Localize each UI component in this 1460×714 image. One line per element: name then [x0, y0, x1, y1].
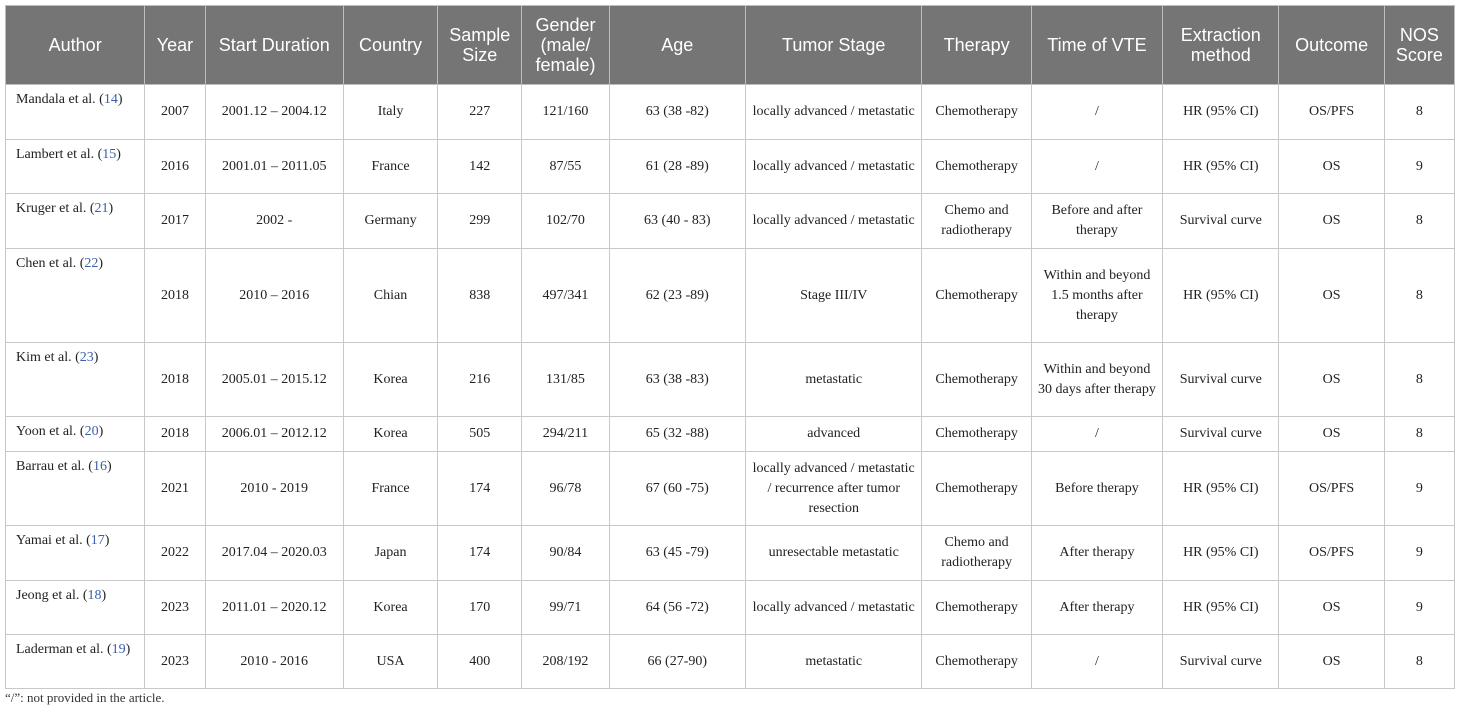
- table-row: [6, 417, 1455, 452]
- cell-age: 61 (28 -89): [609, 140, 745, 194]
- header-sample-size: Sample Size: [438, 6, 522, 85]
- cell-extraction-method: HR (95% CI): [1163, 140, 1279, 194]
- cell-age: 65 (32 -88): [609, 417, 745, 452]
- table-row: [6, 85, 1455, 140]
- cell-nos-score: 8: [1384, 417, 1454, 452]
- header-extraction-method: Extraction method: [1163, 6, 1279, 85]
- cell-age: 63 (40 - 83): [609, 194, 745, 249]
- cell-age: 67 (60 -75): [609, 452, 745, 526]
- cell-extraction-method: HR (95% CI): [1163, 581, 1279, 635]
- cell-start-duration: 2010 – 2016: [205, 249, 343, 343]
- author-name: Kim et al. (: [16, 350, 80, 365]
- author-suffix: ): [101, 588, 107, 603]
- reference-link[interactable]: 16: [92, 459, 107, 474]
- cell-age: 63 (45 -79): [609, 526, 745, 581]
- cell-country: Korea: [343, 581, 437, 635]
- reference-link[interactable]: 23: [79, 350, 94, 365]
- cell-extraction-method: Survival curve: [1163, 343, 1279, 417]
- cell-nos-score: 9: [1384, 452, 1454, 526]
- reference-link[interactable]: 22: [84, 256, 99, 271]
- header-nos-score: NOS Score: [1384, 6, 1454, 85]
- header-outcome: Outcome: [1279, 6, 1384, 85]
- cell-author: [6, 635, 145, 689]
- cell-therapy: Chemotherapy: [922, 85, 1031, 140]
- cell-extraction-method: HR (95% CI): [1163, 85, 1279, 140]
- cell-time-of-vte: /: [1031, 635, 1162, 689]
- table-row: [6, 194, 1455, 249]
- cell-gender: 102/70: [522, 194, 609, 249]
- header-time-of-vte: Time of VTE: [1031, 6, 1162, 85]
- cell-start-duration: 2011.01 – 2020.12: [205, 581, 343, 635]
- cell-tumor-stage: metastatic: [745, 635, 921, 689]
- cell-extraction-method: HR (95% CI): [1163, 452, 1279, 526]
- author-suffix: ): [98, 424, 104, 439]
- cell-sample-size: 838: [438, 249, 522, 343]
- cell-gender: 208/192: [522, 635, 609, 689]
- cell-gender: 96/78: [522, 452, 609, 526]
- cell-nos-score: 8: [1384, 249, 1454, 343]
- cell-time-of-vte: /: [1031, 140, 1162, 194]
- author-name: Laderman et al. (: [16, 642, 112, 657]
- cell-nos-score: 9: [1384, 140, 1454, 194]
- cell-outcome: OS: [1279, 343, 1384, 417]
- cell-country: Japan: [343, 526, 437, 581]
- cell-sample-size: 174: [438, 452, 522, 526]
- cell-therapy: Chemo and radiotherapy: [922, 194, 1031, 249]
- author-suffix: ): [108, 201, 114, 216]
- cell-sample-size: 170: [438, 581, 522, 635]
- cell-author: [6, 343, 145, 417]
- cell-tumor-stage: locally advanced / metastatic / recurrence after tumor resection: [745, 452, 921, 526]
- cell-therapy: Chemotherapy: [922, 249, 1031, 343]
- cell-time-of-vte: Within and beyond 30 days after therapy: [1031, 343, 1162, 417]
- cell-tumor-stage: locally advanced / metastatic: [745, 85, 921, 140]
- author-suffix: ): [125, 642, 131, 657]
- author-name: Mandala et al. (: [16, 92, 104, 107]
- cell-tumor-stage: locally advanced / metastatic: [745, 140, 921, 194]
- cell-author: [6, 581, 145, 635]
- header-tumor-stage: Tumor Stage: [745, 6, 921, 85]
- author-name: Kruger et al. (: [16, 201, 95, 216]
- cell-start-duration: 2001.01 – 2011.05: [205, 140, 343, 194]
- cell-therapy: Chemotherapy: [922, 140, 1031, 194]
- cell-start-duration: 2006.01 – 2012.12: [205, 417, 343, 452]
- cell-year: 2007: [145, 85, 205, 140]
- cell-author: [6, 249, 145, 343]
- cell-sample-size: 505: [438, 417, 522, 452]
- cell-tumor-stage: advanced: [745, 417, 921, 452]
- cell-author: [6, 140, 145, 194]
- cell-nos-score: 9: [1384, 526, 1454, 581]
- cell-start-duration: 2017.04 – 2020.03: [205, 526, 343, 581]
- author-suffix: ): [93, 350, 99, 365]
- cell-extraction-method: Survival curve: [1163, 417, 1279, 452]
- cell-tumor-stage: locally advanced / metastatic: [745, 581, 921, 635]
- cell-time-of-vte: Within and beyond 1.5 months after therapy: [1031, 249, 1162, 343]
- header-therapy: Therapy: [922, 6, 1031, 85]
- cell-sample-size: 174: [438, 526, 522, 581]
- cell-therapy: Chemotherapy: [922, 635, 1031, 689]
- cell-sample-size: 400: [438, 635, 522, 689]
- cell-extraction-method: Survival curve: [1163, 635, 1279, 689]
- cell-author: [6, 85, 145, 140]
- cell-therapy: Chemotherapy: [922, 417, 1031, 452]
- author-name: Yamai et al. (: [16, 533, 91, 548]
- cell-age: 66 (27-90): [609, 635, 745, 689]
- cell-tumor-stage: Stage III/IV: [745, 249, 921, 343]
- cell-start-duration: 2010 - 2019: [205, 452, 343, 526]
- cell-gender: 294/211: [522, 417, 609, 452]
- cell-tumor-stage: unresectable metastatic: [745, 526, 921, 581]
- header-gender: Gender (male/ female): [522, 6, 609, 85]
- cell-sample-size: 142: [438, 140, 522, 194]
- cell-sample-size: 216: [438, 343, 522, 417]
- cell-gender: 131/85: [522, 343, 609, 417]
- cell-extraction-method: HR (95% CI): [1163, 526, 1279, 581]
- cell-year: 2023: [145, 581, 205, 635]
- cell-gender: 121/160: [522, 85, 609, 140]
- cell-age: 63 (38 -83): [609, 343, 745, 417]
- cell-gender: 90/84: [522, 526, 609, 581]
- cell-age: 63 (38 -82): [609, 85, 745, 140]
- cell-time-of-vte: /: [1031, 85, 1162, 140]
- table-header: [6, 6, 1455, 85]
- cell-time-of-vte: /: [1031, 417, 1162, 452]
- cell-outcome: OS: [1279, 417, 1384, 452]
- cell-author: [6, 194, 145, 249]
- cell-nos-score: 8: [1384, 343, 1454, 417]
- cell-outcome: OS: [1279, 249, 1384, 343]
- cell-extraction-method: Survival curve: [1163, 194, 1279, 249]
- header-author: Author: [6, 6, 145, 85]
- cell-year: 2018: [145, 417, 205, 452]
- cell-time-of-vte: After therapy: [1031, 526, 1162, 581]
- reference-link[interactable]: 21: [94, 201, 109, 216]
- table-row: [6, 526, 1455, 581]
- cell-age: 62 (23 -89): [609, 249, 745, 343]
- cell-year: 2018: [145, 343, 205, 417]
- reference-link[interactable]: 19: [111, 642, 126, 657]
- cell-time-of-vte: Before therapy: [1031, 452, 1162, 526]
- author-name: Yoon et al. (: [16, 424, 85, 439]
- studies-table: [5, 5, 1455, 689]
- table-body: [6, 85, 1455, 689]
- cell-therapy: Chemo and radiotherapy: [922, 526, 1031, 581]
- cell-start-duration: 2005.01 – 2015.12: [205, 343, 343, 417]
- cell-therapy: Chemotherapy: [922, 343, 1031, 417]
- author-name: Jeong et al. (: [16, 588, 88, 603]
- cell-author: [6, 452, 145, 526]
- author-suffix: ): [104, 533, 110, 548]
- cell-country: France: [343, 452, 437, 526]
- cell-outcome: OS/PFS: [1279, 526, 1384, 581]
- author-name: Barrau et al. (: [16, 459, 93, 474]
- cell-outcome: OS/PFS: [1279, 85, 1384, 140]
- cell-start-duration: 2010 - 2016: [205, 635, 343, 689]
- reference-link[interactable]: 14: [103, 92, 118, 107]
- cell-therapy: Chemotherapy: [922, 452, 1031, 526]
- cell-outcome: OS: [1279, 635, 1384, 689]
- cell-time-of-vte: After therapy: [1031, 581, 1162, 635]
- table-row: [6, 581, 1455, 635]
- header-country: Country: [343, 6, 437, 85]
- author-suffix: ): [117, 92, 123, 107]
- table-footnote: “/”: not provided in the article.: [5, 690, 165, 705]
- author-name: Chen et al. (: [16, 256, 85, 271]
- cell-start-duration: 2001.12 – 2004.12: [205, 85, 343, 140]
- cell-sample-size: 227: [438, 85, 522, 140]
- cell-nos-score: 8: [1384, 85, 1454, 140]
- cell-outcome: OS: [1279, 581, 1384, 635]
- table-row: [6, 343, 1455, 417]
- cell-gender: 99/71: [522, 581, 609, 635]
- cell-country: France: [343, 140, 437, 194]
- cell-nos-score: 8: [1384, 635, 1454, 689]
- cell-year: 2021: [145, 452, 205, 526]
- cell-outcome: OS: [1279, 194, 1384, 249]
- author-suffix: ): [106, 459, 112, 474]
- author-suffix: ): [116, 147, 121, 162]
- cell-gender: 497/341: [522, 249, 609, 343]
- table-row: [6, 140, 1455, 194]
- cell-time-of-vte: Before and after therapy: [1031, 194, 1162, 249]
- cell-sample-size: 299: [438, 194, 522, 249]
- table-row: [6, 635, 1455, 689]
- cell-country: Korea: [343, 343, 437, 417]
- cell-start-duration: 2002 -: [205, 194, 343, 249]
- cell-country: Germany: [343, 194, 437, 249]
- table-row: [6, 452, 1455, 526]
- cell-tumor-stage: metastatic: [745, 343, 921, 417]
- cell-country: Korea: [343, 417, 437, 452]
- reference-link[interactable]: 15: [102, 147, 117, 162]
- cell-year: 2017: [145, 194, 205, 249]
- cell-outcome: OS/PFS: [1279, 452, 1384, 526]
- cell-nos-score: 8: [1384, 194, 1454, 249]
- table-row: [6, 249, 1455, 343]
- cell-therapy: Chemotherapy: [922, 581, 1031, 635]
- cell-outcome: OS: [1279, 140, 1384, 194]
- header-year: Year: [145, 6, 205, 85]
- cell-gender: 87/55: [522, 140, 609, 194]
- cell-year: 2023: [145, 635, 205, 689]
- author-suffix: ): [98, 256, 104, 271]
- cell-tumor-stage: locally advanced / metastatic: [745, 194, 921, 249]
- cell-year: 2016: [145, 140, 205, 194]
- cell-year: 2022: [145, 526, 205, 581]
- reference-link[interactable]: 17: [90, 533, 105, 548]
- header-age: Age: [609, 6, 745, 85]
- header-start-duration: Start Duration: [205, 6, 343, 85]
- cell-country: Chian: [343, 249, 437, 343]
- cell-author: [6, 526, 145, 581]
- cell-year: 2018: [145, 249, 205, 343]
- cell-age: 64 (56 -72): [609, 581, 745, 635]
- cell-country: Italy: [343, 85, 437, 140]
- reference-link[interactable]: 18: [87, 588, 102, 603]
- author-name: Lambert et al. (: [16, 147, 103, 162]
- reference-link[interactable]: 20: [84, 424, 99, 439]
- cell-nos-score: 9: [1384, 581, 1454, 635]
- cell-extraction-method: HR (95% CI): [1163, 249, 1279, 343]
- cell-author: [6, 417, 145, 452]
- cell-country: USA: [343, 635, 437, 689]
